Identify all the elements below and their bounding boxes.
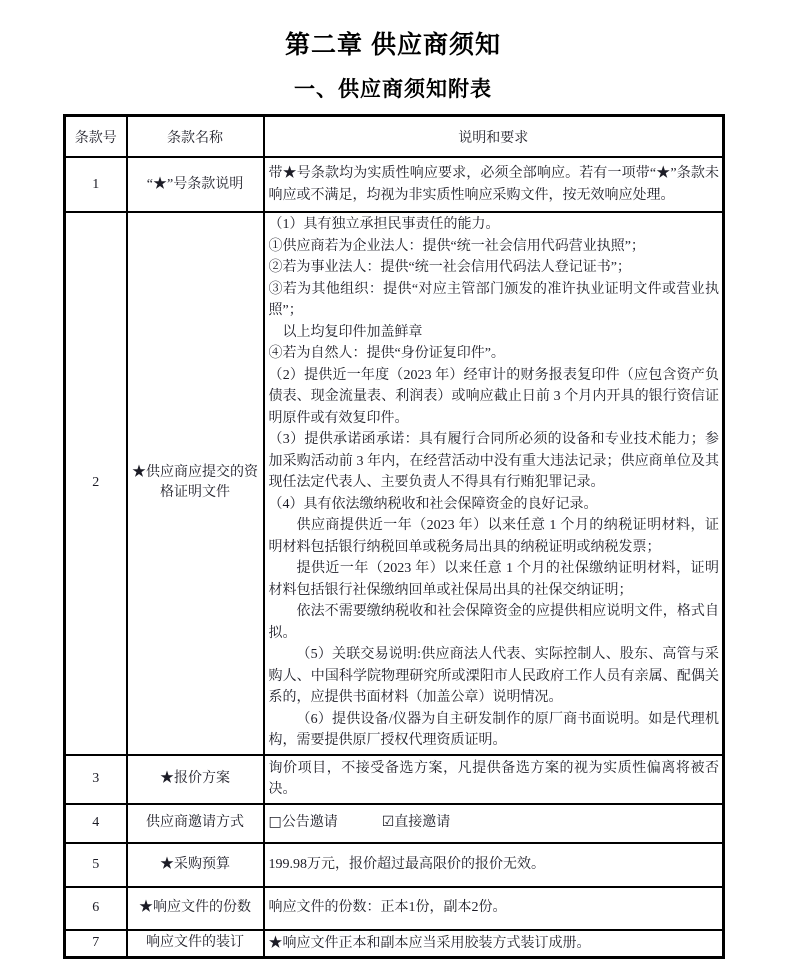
checkbox-unchecked-icon: □ [268, 814, 282, 831]
clause-description: 询价项目，不接受备选方案，凡提供备选方案的视为实质性偏离将被否决。 [264, 755, 724, 804]
header-description: 说明和要求 [264, 116, 724, 158]
clause-name: ★供应商应提交的资格证明文件 [127, 212, 264, 755]
clause-number: 4 [65, 804, 127, 843]
clause-description [264, 212, 724, 755]
qualification-paragraph: （3）提供承诺函承诺：具有履行合同所必须的设备和专业技术能力；参加采购活动前 3 年内，在经营活动中没有重大违法记录；供应商单位及其现任法定代表人、主要负责人不得具有行贿犯罪记录。 [268, 432, 719, 490]
qualification-paragraph: 以上均复印件加盖鲜章 [282, 324, 423, 340]
clause-number: 1 [65, 157, 127, 212]
option-label: 公告邀请 [281, 815, 338, 831]
clause-number: 2 [65, 212, 127, 755]
table-row [65, 804, 724, 843]
table-row [65, 843, 724, 887]
table-header-row [65, 116, 724, 158]
clause-name: 响应文件的装订 [127, 930, 264, 958]
section-title: 一、供应商须知附表 [294, 78, 492, 101]
clause-number: 7 [65, 930, 127, 958]
qualification-paragraph: ④若为自然人：提供“身份证复印件”。 [268, 346, 505, 361]
qualification-paragraph: （5）关联交易说明:供应商法人代表、实际控制人、股东、高管与采购人、中国科学院物理研究所或溧阳市人民政府工作人员有亲属、配偶关系的，应提供书面材料（加盖公章）说明情况。 [268, 647, 719, 705]
table-row [65, 755, 724, 804]
clause-number: 6 [65, 887, 127, 930]
qualification-paragraph: 依法不需要缴纳税收和社会保障资金的应提供相应说明文件，格式自拟。 [268, 604, 719, 641]
qualification-paragraph: （2）提供近一年度（2023 年）经审计的财务报表复印件（应包含资产负债表、现金流量表、利润表）或响应截止日前 3 个月内开具的银行资信证明原件或有效复印件。 [268, 367, 719, 426]
invitation-option-public [269, 815, 338, 830]
header-clause-name: 条款名称 [127, 116, 264, 158]
qualification-paragraph: （1）具有独立承担民事责任的能力。 [268, 217, 500, 232]
clause-name: ★报价方案 [127, 755, 264, 804]
qualification-paragraph: ③若为其他组织：提供“对应主管部门颁发的准许执业证明文件或营业执照”； [268, 281, 719, 318]
clause-number: 5 [65, 843, 127, 887]
table-row [65, 157, 724, 212]
clause-name: ★采购预算 [127, 843, 264, 887]
header-clause-number: 条款号 [65, 116, 127, 158]
qualification-paragraph: 供应商提供近一年（2023 年）以来任意 1 个月的纳税证明材料，证明材料包括银行纳税回单或税务局出具的纳税证明或纳税发票； [268, 518, 719, 555]
table-row [65, 930, 724, 958]
table-row [65, 887, 724, 930]
document-page [0, 29, 786, 962]
clause-description: 响应文件的份数：正本1份，副本2份。 [264, 887, 724, 930]
qualification-paragraph: ①供应商若为企业法人：提供“统一社会信用代码营业执照”； [268, 238, 645, 254]
clause-description: 199.98万元，报价超过最高限价的报价无效。 [264, 843, 724, 887]
clause-description [264, 804, 724, 843]
table-row [65, 212, 724, 755]
checkbox-checked-icon: ☑ [381, 814, 395, 831]
clause-description: 带★号条款均为实质性响应要求，必须全部响应。若有一项带“★”条款未响应或不满足，均视为非实质性响应采购文件，按无效响应处理。 [264, 157, 724, 212]
clause-number: 3 [65, 755, 127, 804]
qualification-paragraph: 提供近一年（2023 年）以来任意 1 个月的社保缴纳证明材料，证明材料包括银行社保缴纳回单或社保局出具的社保交纳证明； [268, 561, 719, 598]
option-label: 直接邀请 [394, 815, 451, 831]
clause-name: 供应商邀请方式 [127, 804, 264, 843]
qualification-paragraph: （6）提供设备/仪器为自主研发制作的原厂商书面说明。如是代理机构，需要提供原厂授权代理资质证明。 [268, 711, 719, 748]
clause-name: “★”号条款说明 [127, 157, 264, 212]
chapter-title: 第二章 供应商须知 [285, 31, 501, 59]
clause-name: ★响应文件的份数 [127, 887, 264, 930]
qualification-paragraph: ②若为事业法人：提供“统一社会信用代码法人登记证书”； [268, 260, 631, 275]
qualification-paragraph: （4）具有依法缴纳税收和社会保障资金的良好记录。 [268, 496, 598, 512]
clause-description: ★响应文件正本和副本应当采用胶装方式装订成册。 [264, 930, 724, 958]
supplier-notice-table [63, 114, 725, 959]
invitation-option-direct [382, 815, 451, 830]
